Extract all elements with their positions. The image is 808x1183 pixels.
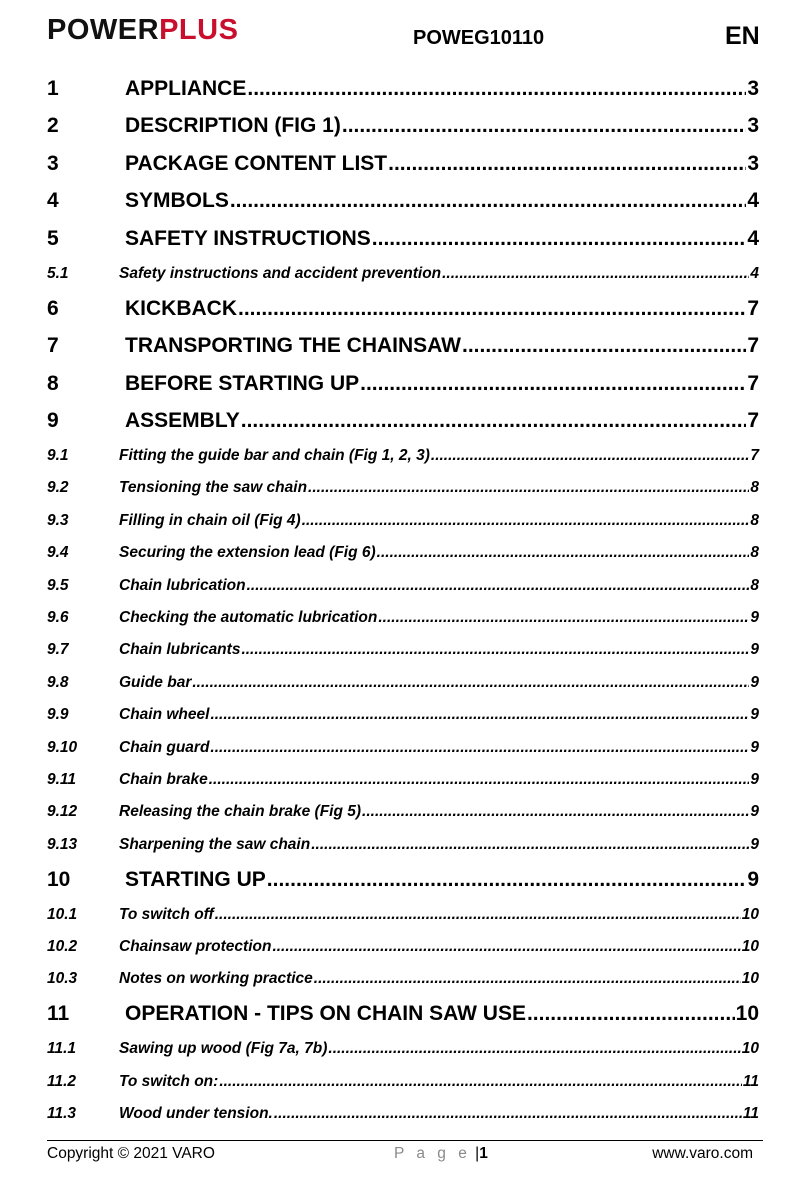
toc-entry[interactable] — [47, 699, 759, 731]
toc-dot-leader — [302, 512, 750, 530]
toc-entry-page: 7 — [747, 296, 759, 320]
toc-entry[interactable] — [47, 963, 759, 995]
toc-entry-title: STARTING UP — [125, 867, 266, 891]
toc-entry-title: Filling in chain oil (Fig 4) — [119, 511, 301, 529]
toc-entry-title: Notes on working practice — [119, 970, 313, 988]
toc-entry-number: 9.2 — [47, 479, 69, 497]
toc-entry-page: 9 — [750, 803, 759, 821]
toc-entry-title: Releasing the chain brake (Fig 5) — [119, 803, 362, 821]
toc-entry[interactable] — [47, 145, 759, 183]
toc-dot-leader — [308, 479, 749, 497]
toc-entry-number: 2 — [47, 114, 59, 138]
toc-dot-leader — [314, 970, 741, 988]
toc-entry-title: Sawing up wood (Fig 7a, 7b) — [119, 1040, 328, 1058]
toc-entry[interactable] — [47, 220, 759, 258]
toc-dot-leader — [267, 868, 747, 892]
toc-entry-number: 11.3 — [47, 1105, 77, 1123]
toc-entry-page: 9 — [750, 835, 759, 853]
toc-entry-title: Checking the automatic lubrication — [119, 609, 378, 627]
footer-page-label: P a g e — [394, 1145, 471, 1162]
toc-entry-page: 10 — [741, 1040, 759, 1058]
brand-logo-power: POWER — [47, 14, 160, 46]
toc-entry-page: 10 — [741, 970, 759, 988]
toc-dot-leader — [527, 1002, 735, 1026]
footer-divider — [47, 1140, 763, 1141]
toc-entry-number: 10.1 — [47, 905, 78, 923]
toc-entry-page: 9 — [750, 738, 759, 756]
toc-entry-page: 8 — [750, 479, 759, 497]
toc-dot-leader — [210, 706, 749, 724]
toc-entry-title: KICKBACK — [125, 296, 237, 320]
toc-entry[interactable] — [47, 258, 759, 290]
toc-entry-page: 10 — [735, 1002, 759, 1026]
toc-entry-number: 9.5 — [47, 576, 69, 594]
toc-entry-page: 3 — [747, 76, 759, 100]
toc-dot-leader — [219, 1073, 742, 1091]
toc-dot-leader — [192, 674, 749, 692]
toc-entry-title: Guide bar — [119, 673, 192, 691]
toc-entry-number: 1 — [47, 76, 59, 100]
toc-entry-page: 3 — [747, 151, 759, 175]
toc-entry[interactable] — [47, 290, 759, 328]
toc-entry-title: Tensioning the saw chain — [119, 479, 308, 497]
toc-dot-leader — [238, 297, 746, 321]
toc-entry-title: DESCRIPTION (FIG 1) — [125, 114, 341, 138]
toc-entry-page: 9 — [750, 673, 759, 691]
toc-dot-leader — [342, 114, 746, 138]
toc-entry[interactable] — [47, 440, 759, 472]
footer-page-indicator — [394, 1145, 488, 1163]
toc-dot-leader — [209, 771, 750, 789]
toc-entry-page: 3 — [747, 114, 759, 138]
toc-entry[interactable] — [47, 402, 759, 440]
toc-entry-page: 9 — [750, 770, 759, 788]
toc-entry-page: 7 — [750, 447, 759, 465]
toc-entry-number: 11.1 — [47, 1040, 77, 1058]
toc-entry[interactable] — [47, 569, 759, 601]
toc-entry-number: 9.3 — [47, 511, 69, 529]
toc-entry[interactable] — [47, 931, 759, 963]
toc-entry-title: Fitting the guide bar and chain (Fig 1, 2, 3) — [119, 447, 430, 465]
toc-dot-leader — [360, 372, 746, 396]
toc-dot-leader — [378, 609, 749, 627]
toc-entry[interactable] — [47, 537, 759, 569]
toc-entry-page: 11 — [742, 1105, 759, 1123]
toc-dot-leader — [372, 227, 747, 251]
toc-entry-page: 8 — [750, 511, 759, 529]
toc-entry-page: 7 — [747, 334, 759, 358]
toc-entry[interactable] — [47, 108, 759, 146]
toc-entry-page: 9 — [750, 706, 759, 724]
toc-entry[interactable] — [47, 327, 759, 365]
toc-entry[interactable] — [47, 796, 759, 828]
toc-dot-leader — [230, 189, 746, 213]
toc-entry-page: 11 — [742, 1072, 759, 1090]
toc-entry[interactable] — [47, 1033, 759, 1065]
table-of-contents — [47, 70, 759, 1130]
footer-website: www.varo.com — [652, 1145, 753, 1162]
toc-dot-leader — [274, 1105, 742, 1123]
toc-entry-number: 9.10 — [47, 738, 78, 756]
toc-entry-page: 10 — [741, 905, 759, 923]
toc-entry-number: 9 — [47, 409, 59, 433]
toc-dot-leader — [241, 641, 749, 659]
toc-entry-number: 10.3 — [47, 970, 78, 988]
toc-dot-leader — [442, 265, 749, 283]
toc-entry[interactable] — [47, 602, 759, 634]
toc-entry-page: 10 — [741, 938, 759, 956]
toc-entry-number: 4 — [47, 189, 59, 213]
toc-entry-title: Sharpening the saw chain — [119, 835, 311, 853]
toc-dot-leader — [247, 577, 750, 595]
toc-entry-number: 6 — [47, 296, 59, 320]
toc-entry[interactable] — [47, 70, 759, 108]
toc-dot-leader — [388, 152, 746, 176]
toc-entry-title: Safety instructions and accident prevention — [119, 264, 442, 282]
toc-entry-page: 9 — [750, 641, 759, 659]
toc-entry-title: Chain guard — [119, 738, 210, 756]
toc-entry[interactable] — [47, 472, 759, 504]
toc-entry-title: TRANSPORTING THE CHAINSAW — [125, 334, 461, 358]
toc-entry-number: 5 — [47, 226, 59, 250]
brand-logo-plus: PLUS — [159, 14, 239, 46]
toc-dot-leader — [328, 1040, 740, 1058]
toc-entry-number: 9.4 — [47, 544, 69, 562]
toc-entry[interactable] — [47, 365, 759, 403]
toc-entry-page: 8 — [750, 576, 759, 594]
toc-entry[interactable] — [47, 898, 759, 930]
model-number: POWEG10110 — [413, 27, 545, 49]
toc-entry-number: 10.2 — [47, 938, 78, 956]
toc-entry-number: 8 — [47, 371, 59, 395]
toc-entry-title: To switch off — [119, 905, 214, 923]
toc-entry[interactable] — [47, 731, 759, 763]
toc-entry-number: 9.7 — [47, 641, 69, 659]
toc-entry-number: 9.11 — [47, 770, 77, 788]
toc-dot-leader — [362, 803, 749, 821]
toc-entry[interactable] — [47, 861, 759, 899]
toc-dot-leader — [241, 409, 747, 433]
toc-entry-title: Wood under tension. — [119, 1105, 273, 1123]
toc-entry-number: 9.13 — [47, 835, 78, 853]
toc-entry[interactable] — [47, 996, 759, 1034]
page-header — [0, 0, 808, 70]
toc-entry-page: 9 — [747, 867, 759, 891]
toc-entry-title: Chain brake — [119, 770, 208, 788]
toc-entry-number: 9.1 — [47, 447, 69, 465]
toc-entry-title: Chain lubrication — [119, 576, 246, 594]
toc-entry-page: 4 — [747, 189, 759, 213]
toc-entry-page: 4 — [747, 226, 759, 250]
toc-dot-leader — [431, 447, 749, 465]
footer-page-separator: | — [475, 1145, 480, 1162]
toc-entry[interactable] — [47, 764, 759, 796]
language-code: EN — [725, 22, 760, 50]
toc-entry-page: 7 — [747, 409, 759, 433]
toc-entry-number: 11.2 — [47, 1072, 77, 1090]
toc-entry-title: SYMBOLS — [125, 189, 229, 213]
toc-entry[interactable] — [47, 667, 759, 699]
toc-entry[interactable] — [47, 1066, 759, 1098]
toc-entry[interactable] — [47, 505, 759, 537]
toc-entry-number: 9.8 — [47, 673, 69, 691]
toc-entry-title: APPLIANCE — [125, 76, 247, 100]
toc-entry-number: 3 — [47, 151, 59, 175]
toc-dot-leader — [247, 77, 746, 101]
toc-entry-title: Securing the extension lead (Fig 6) — [119, 544, 376, 562]
toc-entry-page: 4 — [750, 264, 759, 282]
toc-entry-number: 9.12 — [47, 803, 78, 821]
toc-entry-number: 7 — [47, 334, 59, 358]
toc-entry-title: Chain wheel — [119, 706, 210, 724]
toc-entry-title: OPERATION - TIPS ON CHAIN SAW USE — [125, 1002, 526, 1026]
toc-entry[interactable] — [47, 1098, 759, 1130]
toc-entry[interactable] — [47, 183, 759, 221]
toc-entry-title: BEFORE STARTING UP — [125, 371, 360, 395]
footer-page-number: 1 — [479, 1145, 488, 1162]
toc-entry-number: 10 — [47, 867, 71, 891]
toc-entry-number: 11 — [47, 1002, 70, 1026]
toc-entry[interactable] — [47, 634, 759, 666]
toc-entry-number: 9.9 — [47, 706, 69, 724]
page-footer — [47, 1145, 763, 1165]
footer-copyright: Copyright © 2021 VARO — [47, 1145, 215, 1162]
toc-entry-number: 5.1 — [47, 264, 69, 282]
toc-entry-page: 9 — [750, 609, 759, 627]
toc-dot-leader — [377, 544, 750, 562]
toc-entry-title: Chainsaw protection — [119, 938, 272, 956]
brand-logo — [47, 14, 238, 47]
toc-dot-leader — [215, 906, 741, 924]
toc-dot-leader — [462, 334, 746, 358]
toc-dot-leader — [311, 836, 749, 854]
toc-entry-page: 7 — [747, 371, 759, 395]
toc-entry-title: Chain lubricants — [119, 641, 241, 659]
toc-entry-title: SAFETY INSTRUCTIONS — [125, 226, 371, 250]
toc-entry-number: 9.6 — [47, 609, 69, 627]
toc-entry-title: PACKAGE CONTENT LIST — [125, 151, 388, 175]
toc-entry-title: ASSEMBLY — [125, 409, 240, 433]
toc-entry-title: To switch on: — [119, 1072, 219, 1090]
toc-dot-leader — [272, 938, 740, 956]
toc-entry[interactable] — [47, 829, 759, 861]
toc-dot-leader — [210, 739, 749, 757]
toc-entry-page: 8 — [750, 544, 759, 562]
